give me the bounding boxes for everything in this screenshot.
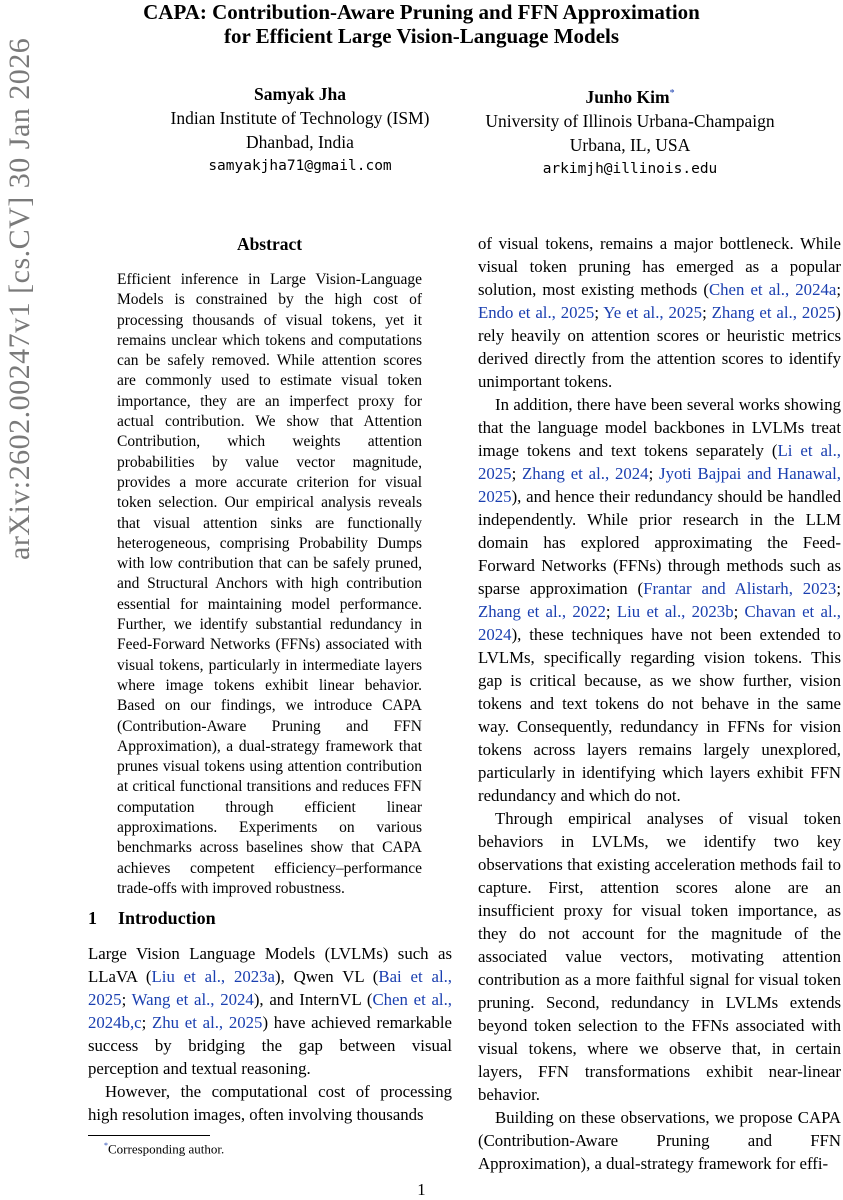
citation-link[interactable]: Ye et al., 2025 — [603, 303, 703, 322]
text-run: ; — [511, 464, 523, 483]
author-affiliation: University of Illinois Urbana-Champaign — [485, 110, 775, 131]
citation-link[interactable]: Li et al., 2025 — [478, 441, 841, 483]
abstract-text: Efficient inference in Large Vision-Language Models is constrained by the high cost of processing thousands of visual tokens, yet it remains unclear which tokens and computations can be safely removed. While attention scores are commonly used to estimate visual token importance, they are an imperfect proxy for actual contribution. We show that Attention Contribution, which weights attention probabilities by value vector magnitude, provides a more accurate criterion for visual token selection. Our empirical analysis reveals that visual attention sinks are functionally heterogeneous, comprising Probability Dumps with low contribution that can be safely pruned, and Structural Anchors with high contribution essential for maintaining model performance. Further, we identify substantial redundancy in Feed-Forward Networks (FFNs) associated with visual tokens, particularly in intermediate layers where image tokens exhibit linear behavior. Based on our findings, we introduce CAPA (Contribution-Aware Pruning and FFN Approximation), a dual-strategy framework that prunes visual tokens using attention contribution at critical functional transitions and reduces FFN computation through efficient linear approximations. Experiments on various benchmarks across baselines show that CAPA achieves competent efficiency–performance trade-offs with improved robustness. — [117, 271, 422, 897]
citation-link[interactable]: Wang et al., 2024 — [131, 990, 254, 1009]
abstract-heading: Abstract — [236, 234, 303, 254]
citation-link[interactable]: Zhang et al., 2022 — [478, 602, 606, 621]
author-name: Samyak Jha — [254, 84, 346, 104]
citation-link[interactable]: Zhang et al., 2024 — [522, 464, 649, 483]
footnote-marker: * — [104, 1141, 108, 1150]
footnote-divider — [88, 1135, 210, 1136]
citation-link[interactable]: Chavan et al., 2024 — [478, 602, 841, 644]
intro-paragraph-2-start — [88, 1080, 452, 1126]
corresponding-author-marker[interactable]: * — [669, 88, 675, 99]
section-number: 1 — [88, 908, 97, 928]
text-run: ; — [605, 602, 617, 621]
text-run: ) rely heavily on attention scores or heuristic metrics derived directly from the attention scores to identify unimportant tokens. — [478, 303, 841, 391]
text-run: of visual tokens, remains a major bottleneck. While visual token pruning has emerged as a popular solution, most existing methods ( — [478, 234, 841, 299]
page-number: 1 — [417, 1180, 426, 1199]
section-title: Introduction — [118, 908, 216, 928]
citation-link[interactable]: Jyoti Bajpai and Hanawal, 2025 — [478, 464, 842, 506]
citation-link[interactable]: Frantar and Alistarh, 2023 — [643, 579, 837, 598]
text-run: ; — [733, 602, 745, 621]
author-email[interactable]: arkimjh@illinois.edu — [542, 160, 718, 177]
text-run: ; — [121, 990, 132, 1009]
author-block-1 — [140, 82, 460, 178]
footnote — [104, 1141, 224, 1157]
text-run: ; — [594, 303, 604, 322]
text-run: ; — [648, 464, 660, 483]
text-run: However, the computational cost of processing high resolution images, often involving thousands — [88, 1082, 452, 1124]
text-run: ; — [702, 303, 712, 322]
author-block-2 — [455, 82, 805, 181]
author-name-line — [455, 82, 805, 109]
intro-paragraph-5: Building on these observations, we propose CAPA (Contribution-Aware Pruning and FFN Approximation), a dual-strategy framework for effi- — [478, 1108, 841, 1173]
intro-paragraph-4: Through empirical analyses of visual token behaviors in LVLMs, we identify two key observations that existing acceleration methods fail to capture. First, attention scores alone are an insufficient proxy for visual token importance, as they do not account for the magnitude of the associated value vectors, motivating attention contribution as a more faithful signal for visual token pruning. Second, redundancy in LVLMs extends beyond token selection to the FFNs associated with visual tokens, where we observe that, in certain layers, FFN transformations exhibit near-linear behavior. — [478, 809, 841, 1104]
section-heading-introduction — [88, 908, 216, 929]
text-run: ), and InternVL ( — [253, 990, 373, 1009]
left-column-body — [88, 942, 452, 1126]
text-run: ; — [836, 280, 841, 299]
text-run: In addition, there have been several works showing that the language model backbones in LVLMs treat image tokens and text tokens separately ( — [478, 395, 841, 460]
footnote-text: Corresponding author. — [108, 1141, 225, 1157]
author-email[interactable]: samyakjha71@gmail.com — [208, 158, 392, 174]
citation-link[interactable]: Chen et al., 2024b,c — [88, 990, 452, 1032]
text-run: ; — [141, 1013, 153, 1032]
citation-link[interactable]: Zhang et al., 2025 — [711, 303, 836, 322]
citation-link[interactable]: Bai et al., 2025 — [88, 967, 453, 1009]
intro-paragraph-2-continued — [478, 232, 841, 393]
paper-title — [0, 0, 843, 48]
author-location: Dhanbad, India — [246, 132, 354, 152]
text-run: ), and hence their redundancy should be handled independently. While prior research in the LLM domain has explored approximating the Feed-Forward Networks (FFNs) through methods such as sparse approximation ( — [478, 487, 841, 598]
arxiv-identifier-stamp: arXiv:2602.00247v1 [cs.CV] 30 Jan 2026 — [3, 37, 36, 560]
intro-paragraph-1 — [88, 942, 452, 1080]
author-affiliation: Indian Institute of Technology (ISM) — [170, 108, 430, 128]
text-run: ; — [836, 579, 841, 598]
text-run: ), these techniques have not been extended to LVLMs, specifically regarding vision tokens. This gap is critical because, as we show further, vision tokens and text tokens do not behave in the same way. Consequently, redundancy in FFNs for vision tokens across layers remains largely unexplored, particularly in identifying which layers exhibit FFN redundancy and which do not. — [478, 625, 841, 805]
citation-link[interactable]: Liu et al., 2023b — [616, 602, 734, 621]
intro-paragraph-3 — [478, 393, 841, 807]
text-run: ) have achieved remarkable success by bridging the gap between visual perception and textual reasoning. — [88, 1013, 453, 1078]
citation-link[interactable]: Liu et al., 2023a — [151, 967, 275, 986]
citation-link[interactable]: Chen et al., 2024a — [708, 280, 837, 299]
paper-title-line-2: for Efficient Large Vision-Language Models — [223, 24, 620, 48]
author-location: Urbana, IL, USA — [569, 134, 691, 155]
right-column-body — [478, 232, 841, 1175]
text-run: ), Qwen VL ( — [274, 967, 379, 986]
citation-link[interactable]: Endo et al., 2025 — [478, 303, 595, 322]
text-run: Large Vision Language Models (LVLMs) such as LLaVA ( — [88, 944, 452, 986]
author-name: Junho Kim — [585, 86, 670, 107]
paper-title-line-1: CAPA: Contribution-Aware Pruning and FFN Approximation — [143, 0, 700, 24]
citation-link[interactable]: Zhu et al., 2025 — [152, 1013, 263, 1032]
